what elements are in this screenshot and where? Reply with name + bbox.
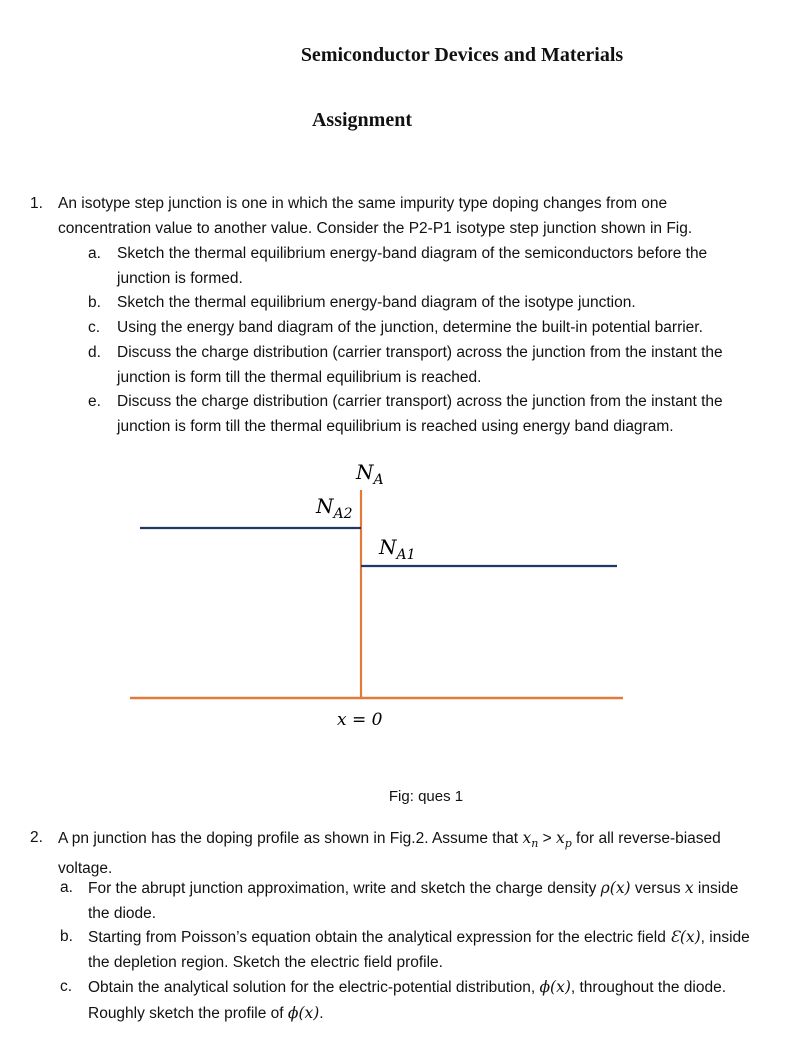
part-text: Sketch the thermal equilibrium energy-band diagram of the isotype junction. [117,294,636,311]
part-label: d. [88,344,101,361]
label-na2: $N_{A2}$ [316,494,353,522]
part-label: b. [60,928,73,945]
part-text: Sketch the thermal equilibrium energy-band diagram of the semiconductors before the junction is formed. [117,245,708,287]
question-text: An isotype step junction is one in which the same impurity type doping changes from one concentration value to another value. Consider the P2-P1 isotype step junction shown in Fig. [58,195,693,237]
assignment-heading: Assignment [311,109,412,131]
question-number: 2. [30,829,43,846]
question-number: 1. [30,195,43,212]
axis-label-na: $N_A$ [356,460,384,488]
part-label: e. [88,393,101,410]
origin-label: x = 0 [337,710,383,730]
part-text: Discuss the charge distribution (carrier transport) across the junction from the instant the junction is form till the thermal equilibrium is reached using energy band diagram. [117,393,723,435]
part-text: Starting from Poisson’s equation obtain the analytical expression for the electric field Ɛ(x), inside the depletion region. Sketch the electric field profile. [88,928,750,971]
course-title: Semiconductor Devices and Materials [300,44,624,66]
label-na1: $N_{A1}$ [379,535,416,563]
part-label: c. [60,978,73,995]
question-text: A pn junction has the doping profile as shown in Fig.2. Assume that $x_n > x_p$ for all reverse-biased voltage. [58,829,721,877]
part-label: c. [88,319,101,336]
part-text: Obtain the analytical solution for the electric-potential distribution, ϕ(x), throughout the diode. Roughly sketch the profile of ϕ(x). [88,978,726,1022]
doping-profile-figure [0,450,808,750]
part-label: a. [60,879,73,896]
part-label: a. [88,245,101,262]
part-text: Using the energy band diagram of the junction, determine the built-in potential barrier. [117,319,703,336]
part-label: b. [88,294,101,311]
part-text: Discuss the charge distribution (carrier transport) across the junction from the instant the junction is form till the thermal equilibrium is reached. [117,344,723,386]
part-text: For the abrupt junction approximation, write and sketch the charge density ρ(x) versus x inside the diode. [88,879,739,922]
figure-caption: Fig: ques 1 [388,788,464,805]
